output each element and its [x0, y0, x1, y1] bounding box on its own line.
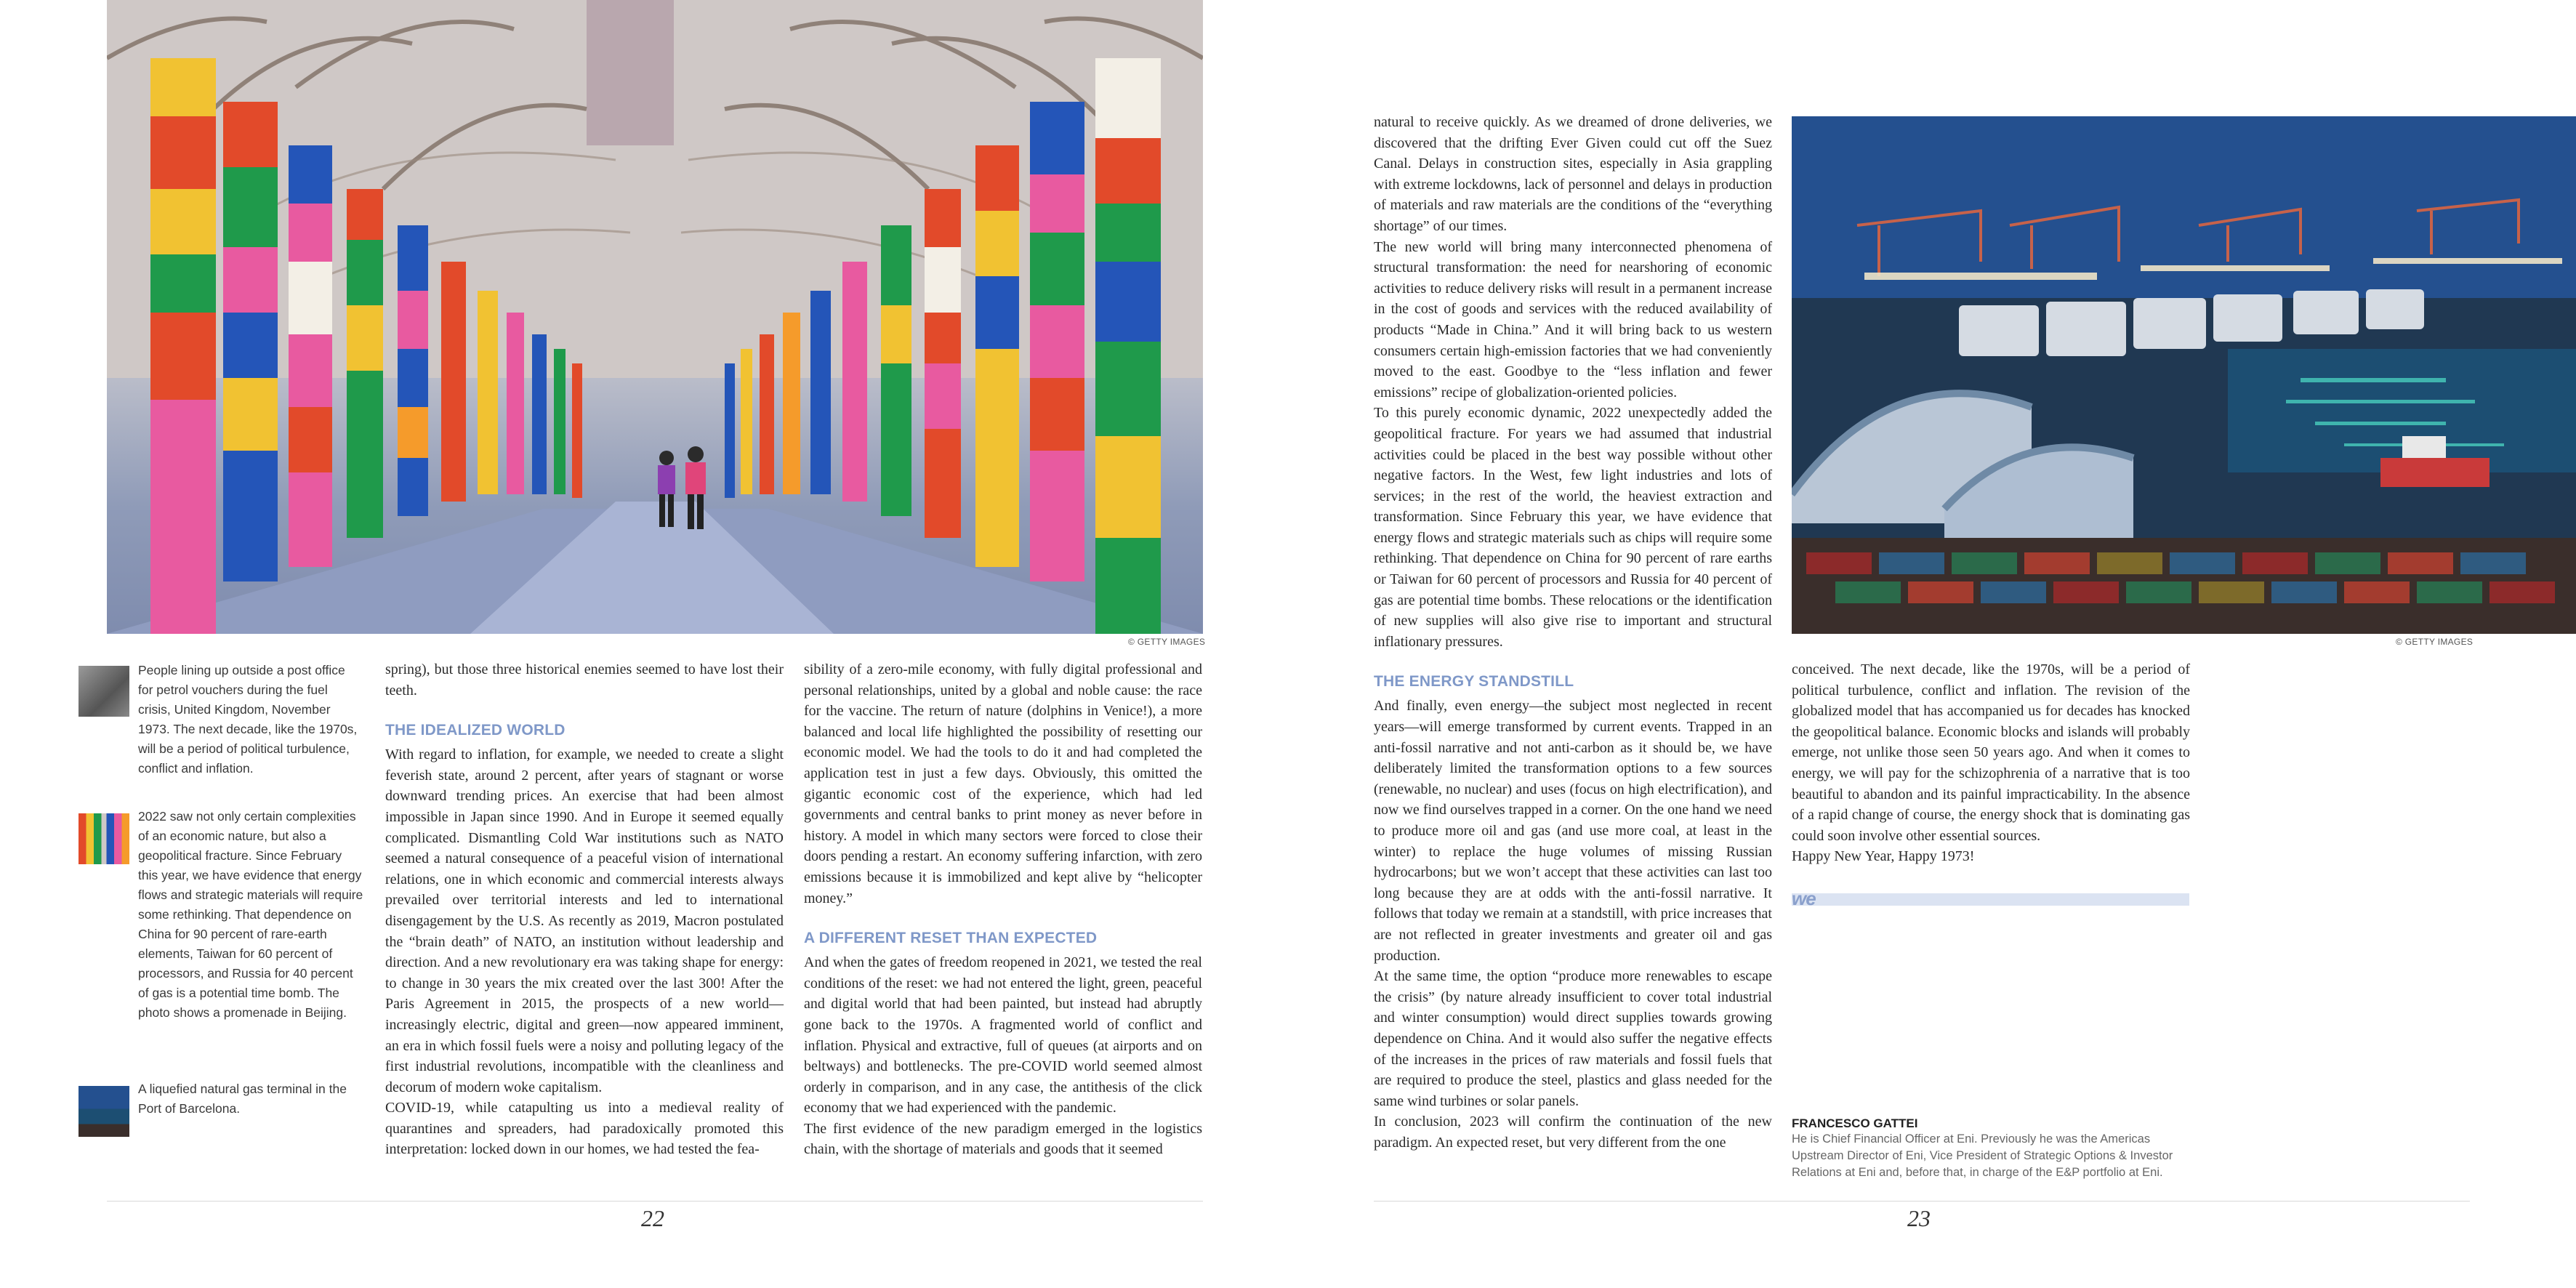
- promenade-thumbnail: [79, 813, 129, 864]
- article-column-4: [1792, 659, 2190, 867]
- caption-lng-terminal: A liquefied natural gas terminal in the Port of Barcelona.: [138, 1082, 347, 1116]
- footer-rule-right: [1374, 1201, 2470, 1202]
- closing-line: Happy New Year, Happy 1973!: [1792, 848, 1975, 865]
- article-column-3: [1374, 112, 1772, 1154]
- paragraph: With regard to inflation, for example, we needed to create a slight feverish state, around 2 percent, after years of stagnant or worse downward trending prices. An exercise that had been almost impossible in Japan since 1990. And in Europe it seemed equally complicated. Dismantling Cold War institutions such as NATO seemed a natural consequence of a peaceful vision of international relations, one in which economic and commercial interests always prevailed over territorial interests and led to international disengagement by the U.S. As recently as 2019, Macron postulated the “brain death” of NATO, an institution without leadership and direction. And a new revolutionary era was taking shape for energy: to change in 30 years the mix created over the last 300! After the Paris Agreement in 2015, the prospects of a new world—increasingly electric, digital and green—now appeared imminent, an era in which fossil fuels were a noisy and polluting legacy of the first industrial revolutions, incompatible with the cleanliness and decorum of modern woke capitalism.: [385, 746, 784, 1095]
- paragraph: At the same time, the option “produce more renewables to escape the crisis” (by nature already insufficient to cover total industrial and winter consumption) would direct supplies towards growing dependence on China. And it would also suffer the negative effects of the increases in the prices of raw materials and fossil fuels that are required to produce the steel, plastics and glass needed for the same wind turbines or solar panels.: [1374, 968, 1772, 1109]
- paragraph: spring), but those three historical enemies seemed to have lost their teeth.: [385, 661, 784, 699]
- author-bio: He is Chief Financial Officer at Eni. Previously he was the Americas Upstream Director of Eni, Vice President of Strategic Options & Investor Relations at Eni and, before that, in charge of the E&P portfolio at Eni.: [1792, 1132, 2173, 1179]
- paragraph: And when the gates of freedom reopened in 2021, we tested the real conditions of the reset: we had not entered the light, green, peaceful and digital world that had been painted, but instead had abruptly gone back to the 1970s. A fragmented world of conflict and inflation. Physical and extractive, full of queues (at airports and on beltways) and bottlenecks. The pre-COVID world seemed almost orderly in comparison, and in any case, the antithesis of the click economy that we had experienced with the pandemic.: [804, 954, 1202, 1116]
- paragraph: The first evidence of the new paradigm emerged in the logistics chain, with the shortage of materials and goods that it seemed: [804, 1120, 1202, 1158]
- right-photo-credit: © GETTY IMAGES: [2396, 637, 2474, 647]
- paragraph: And finally, even energy—the subject most neglected in recent years—will emerge transformed by current events. Trapped in an anti-fossil narrative and not anti-carbon as it should be, we have deliberately limited the transformation options to a few sources (renewable, no nuclear) and uses (focus on high electrification), and now we find ourselves trapped in a corner. On the one hand we need to produce more oil and gas (and use more coal, at least in the winter) to replace the huge volumes of missing Russian hydrocarbons; but we won’t accept that these activities can last too long because they are at odds with the anti-fossil narrative. It follows that today we remain at a standstill, with price increases that are not reflected in greater investments and greater oil and gas production.: [1374, 698, 1772, 964]
- paragraph: conceived. The next decade, like the 1970s, will be a period of political turbulence, conflict and inflation. The revision of the globalized model that has accompanied us for decades has knocked the geopolitical balance. Economic blocks and islands will probably emerge, not unlike those seen 50 years ago. And when it comes to energy, we will pay for the schizophrenia of a narrative that is too beautiful to abandon and its painful impracticability. In the absence of a rapid change of course, the energy shock that is dominating gas could soon involve other essential sources.: [1792, 661, 2190, 844]
- paragraph: natural to receive quickly. As we dreamed of drone deliveries, we discovered that the drifting Ever Given could cut off the Suez Canal. Delays in construction sites, especially in Asia grappling with extreme lockdowns, lack of personnel and delays in production of materials and raw materials are the conditions of the “everything shortage” of our times.: [1374, 114, 1772, 234]
- caption-promenade: 2022 saw not only certain complexities of an economic nature, but also a geopolitical fracture. Since February this year, we have evidence that energy flows and strategic materials will require some rethinking. That dependence on China for 90 percent of rare-earth elements, Taiwan for 60 percent of processors, and Russia for 40 percent of gas is a potential time bomb. The photo shows a promenade in Beijing.: [138, 809, 363, 1020]
- paragraph: COVID-19, while catapulting us into a medieval reality of quarantines and spreaders, had paradoxically promoted this interpretation: locked down in our homes, we had tested the fea-: [385, 1100, 784, 1158]
- paragraph: In conclusion, 2023 will confirm the continuation of the new paradigm. An expected reset, but very different from the one: [1374, 1114, 1772, 1151]
- page-number-left: 22: [641, 1205, 664, 1231]
- footer-rule-left: [107, 1201, 1203, 1202]
- article-column-2: [804, 659, 1202, 1160]
- promenade-photo: [107, 0, 1203, 634]
- section-heading: THE IDEALIZED WORLD: [385, 722, 565, 739]
- paragraph: To this purely economic dynamic, 2022 unexpectedly added the geopolitical fracture. For years we had assumed that industrial activities could be placed in the best way possible without other negative factors. In the West, few light industries and lots of services; in the rest of the world, the heaviest extraction and transformation. Since February this year, we have evidence that energy flows and strategic materials such as chips will require some rethinking. That dependence on China for 90 percent of rare earths or Taiwan for 60 percent of processors and Russia for 40 percent of gas are potential time bombs. These relocations or the identification of new supplies will also give rise to important and structural inflationary pressures.: [1374, 405, 1772, 650]
- article-column-1: [385, 659, 784, 1160]
- fuel-crisis-thumbnail: [79, 666, 129, 717]
- lng-terminal-illustration: [1792, 116, 2576, 634]
- lng-terminal-thumbnail: [79, 1086, 129, 1137]
- section-heading: A DIFFERENT RESET THAN EXPECTED: [804, 930, 1098, 947]
- promenade-illustration: [107, 0, 1203, 634]
- author-name: FRANCESCO GATTEI: [1792, 1116, 1918, 1130]
- section-heading: THE ENERGY STANDSTILL: [1374, 673, 1574, 691]
- we-logo: we: [1792, 887, 1816, 909]
- paragraph: The new world will bring many interconnected phenomena of structural transformation: the need for nearshoring of economic activities to reduce delivery risks will result in a permanent increase in the cost of goods and services with the reduced availability of products “Made in China.” And it will bring back to us western consumers certain high-emission factories that we had conveniently moved to the east. Goodbye to the “less inflation and fewer emissions” recipe of globalization-oriented policies.: [1374, 238, 1772, 401]
- page-number-right: 23: [1907, 1205, 1931, 1231]
- lng-terminal-photo: [1792, 116, 2576, 634]
- left-photo-credit: © GETTY IMAGES: [1128, 637, 1206, 647]
- paragraph: sibility of a zero-mile economy, with fully digital professional and personal relationships, united by a global and noble cause: the race for the vaccine. The return of nature (dolphins in Venice!), a more balanced and local life highlighted the possibility of resetting our economic model. We had the tools to do it and had completed the application test in just a few days. Obviously, this omitted the gigantic economic cost of the experience, which had led governments and central banks to print money as never before in history. A model in which many sectors were forced to close their doors pending a restart. An economy suffering infarction, with zero emissions because it is immobilized and kept alive by “helicopter money.”: [804, 661, 1202, 906]
- end-mark-bar: [1792, 893, 2189, 906]
- caption-fuel-crisis: People lining up outside a post office for petrol vouchers during the fuel crisis, United Kingdom, November 1973. The next decade, like the 1970s, will be a period of political turbulence, conflict and inflation.: [138, 663, 358, 776]
